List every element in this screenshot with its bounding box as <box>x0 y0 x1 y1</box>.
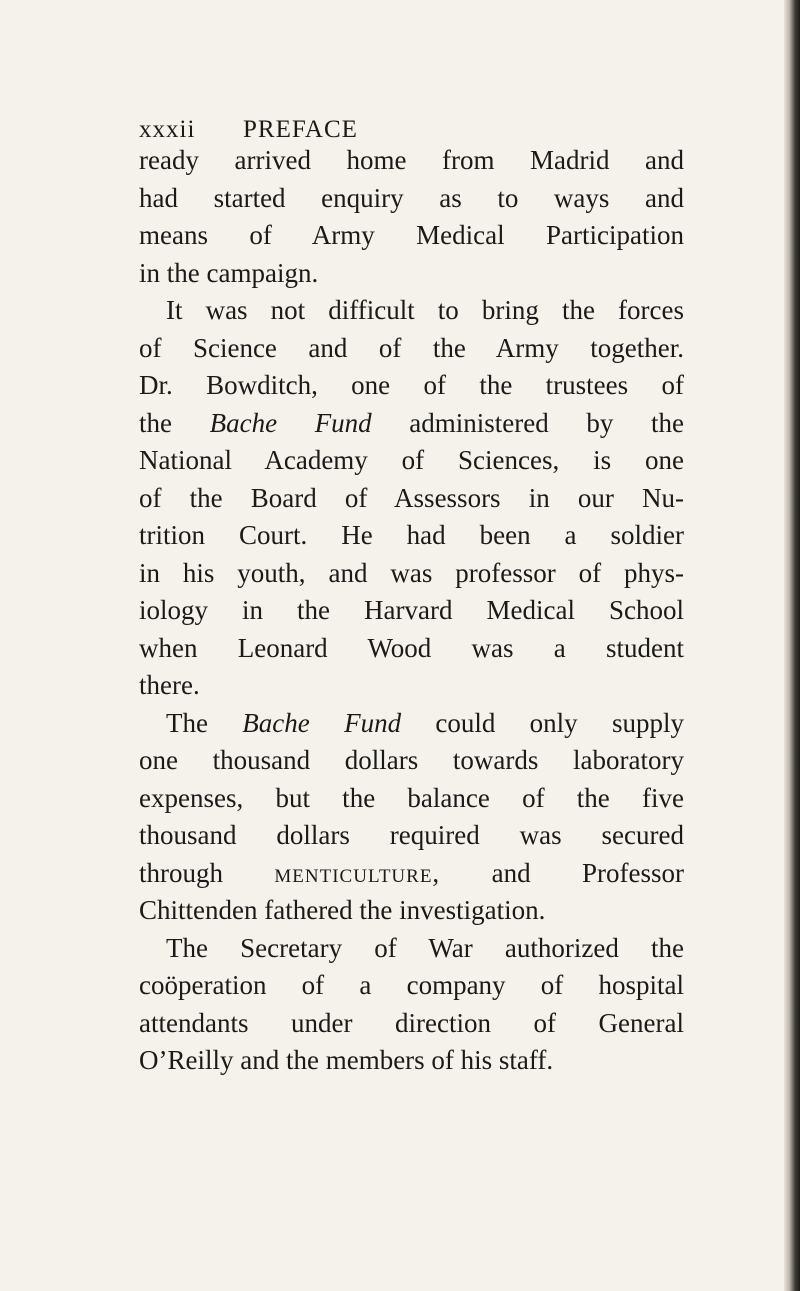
text-fragment: The <box>166 707 243 738</box>
text-line: iology in the Harvard Medical School <box>139 595 684 625</box>
text-line: there. <box>139 670 200 700</box>
text-line: expenses, but the balance of the five <box>139 782 684 813</box>
text-line: in his youth, and was professor of phys- <box>139 557 684 588</box>
text-line: Chittenden fathered the investigation. <box>139 895 546 925</box>
paragraph-1 <box>139 142 684 292</box>
text-line <box>139 705 684 743</box>
paragraph-3 <box>139 705 684 930</box>
paragraph-2 <box>139 292 684 705</box>
fund-name: Bache Fund <box>209 407 372 438</box>
text-fragment: through <box>139 857 275 888</box>
text-line: National Academy of Sciences, is one <box>139 445 684 475</box>
page-number: xxxii <box>139 116 196 143</box>
text-line: coöperation of a company of hospital <box>139 970 684 1000</box>
text-line: of the Board of Assessors in our Nu- <box>139 482 684 513</box>
text-line: of Science and of the Army together. <box>139 332 684 363</box>
text-line <box>139 405 684 443</box>
text-line: trition Court. He had been a soldier <box>139 520 684 550</box>
text-line: ready arrived home from Madrid and <box>139 145 684 175</box>
running-header <box>139 116 358 144</box>
text-fragment: could only supply <box>401 707 684 738</box>
page-edge <box>784 0 800 1291</box>
running-title: PREFACE <box>243 116 358 143</box>
text-line: when Leonard Wood was a student <box>139 632 684 663</box>
text-line: It was not difficult to bring the forces <box>166 295 684 325</box>
text-line: in the campaign. <box>139 257 319 288</box>
text-line: had started enquiry as to ways and <box>139 182 684 213</box>
small-caps-term: menticulture, <box>274 857 441 888</box>
text-line: Dr. Bowditch, one of the trustees of <box>139 370 684 400</box>
text-line <box>139 855 684 893</box>
paragraph-4 <box>139 930 684 1080</box>
text-line: O’Reilly and the members of his staff. <box>139 1045 554 1075</box>
text-line: attendants under direction of General <box>139 1007 684 1038</box>
text-fragment: and Professor <box>440 857 684 888</box>
text-line: The Secretary of War authorized the <box>166 932 684 963</box>
body-text <box>139 142 684 1080</box>
fund-name: Bache Fund <box>242 707 402 738</box>
text-line: one thousand dollars towards laboratory <box>139 745 684 775</box>
text-line: thousand dollars required was secured <box>139 820 684 850</box>
text-fragment: administered by the <box>371 407 684 438</box>
text-line: means of Army Medical Participation <box>139 220 684 250</box>
text-fragment: the <box>139 407 210 438</box>
